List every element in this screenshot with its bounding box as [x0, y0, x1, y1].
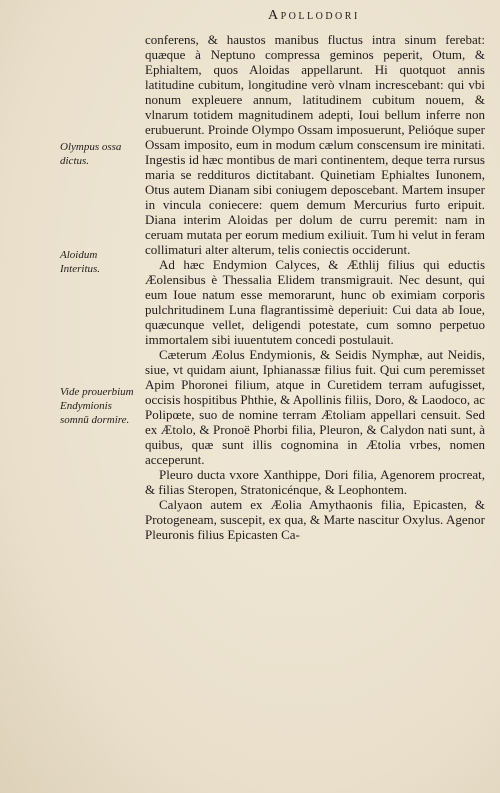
paragraph-aeolus: Cæterum Æolus Endymionis, & Seidis Nymphæ, aut Neidis, siue, vt quidam aiunt, Iphianassæ filius fuit. Qui cum peremisset Apim Phoronei filium, atque in Curetidem terram aufugisset, occisis hospitibus Phthie, & Apollinis filiis, Doro, & Laodoco, ac Polipœte, suo de nomine terram Ætoliam appellari censuit. Sed ex Ætolo, & Pronoë Phorbi filia, Pleuron, & Calydon nati sunt, à quibus, quæ sunt illis cognomina in Ætolia vrbes, nomen acceperunt.	[145, 347, 485, 467]
margin-note-olympus: Olympus ossa dictus.	[60, 141, 122, 167]
paragraph-endymion: Ad hæc Endymion Calyces, & Æthlij filius qui eductis Æolensibus è Thessalia Elidem transmigrauit. Nec desunt, qui eum Ioue natum esse memorarunt, hunc ob eximiam corporis pulchritudinem Luna flagrantissimè deperiuit: Cui data ab Ioue, quæcunque vellet, deligendi potestate, cum somno perpetuo immortalem sibi iuuentutem concedi postulauit.	[145, 257, 485, 347]
margin-note-aloidum: Aloidum Interitus.	[60, 249, 101, 275]
margin-note-endymion: Vide prouerbium Endymionis somnū dormire.	[60, 386, 134, 426]
main-text-column	[145, 32, 485, 542]
page-header	[0, 6, 500, 28]
running-head: Apollodori	[268, 8, 360, 23]
paragraph-calyaon: Calyaon autem ex Æolia Amythaonis filia, Epicasten, & Protogeneam, suscepit, ex qua, & Marte nascitur Oxylus. Agenor Pleuronis filius Epicasten Ca-	[145, 497, 485, 542]
paragraph-aloidae: conferens, & haustos manibus fluctus intra sinum ferebat: quæque à Neptuno compressa geminos peperit, Otum, & Ephialtem, quos Aloidas appellarunt. Hi quotquot annis latitudine cubitum, longitudine verò vlnam increscebant: qui vbi nonum expleuere annum, latitudinem cubitum nouem, & vlnarum totidem magnitudinem adepti, Ioui bellum inferre non erubuerunt. Proinde Olympo Ossam imposuerunt, Pelióque super Ossam imposito, eum in modum cælum conscensum ire minitati. Ingestis id hæc montibus de mari continentem, deque terra rursus maria se reddituros dictitabant. Quinetiam Ephialtes Iunonem, Otus autem Dianam sibi coniugem deposcebant. Martem insuper in vincula coniecere: quem demum Mercurius furto eripuit. Diana interim Aloidas per dolum de curru peremit: nam in ceruam mutata per eorum medium exiliuit. Tum hi velut in feram collimaturi alter alterum, telis coniectis occiderunt.	[145, 32, 485, 257]
paragraph-pleuro: Pleuro ducta vxore Xanthippe, Dori filia, Agenorem procreat, & filias Steropen, Stratonicénque, & Leophontem.	[145, 467, 485, 497]
